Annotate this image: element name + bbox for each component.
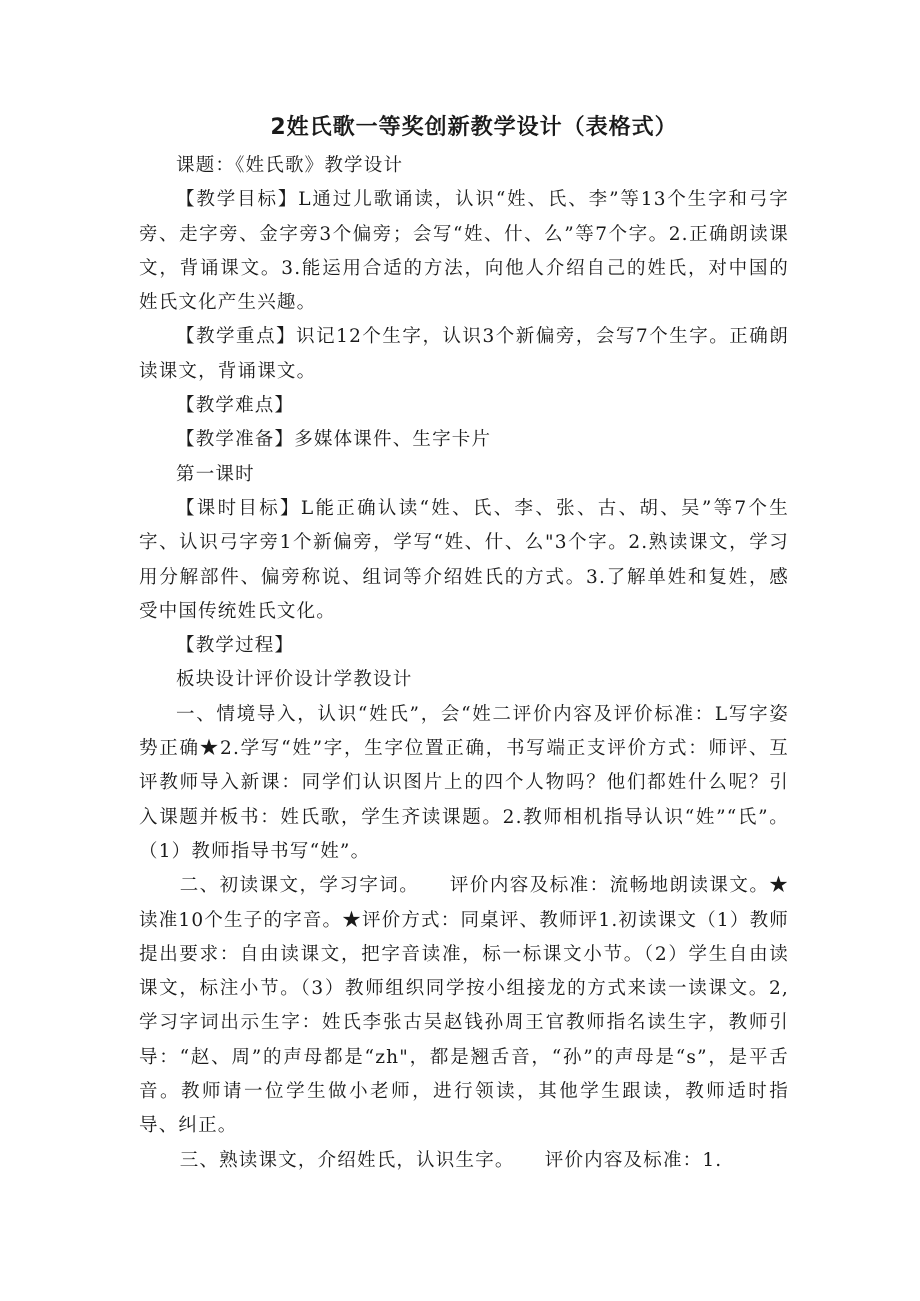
table-header-line: 板块设计评价设计学教设计 xyxy=(176,669,413,691)
first-lesson-heading: 第一课时 xyxy=(176,463,255,485)
section-one: 一、情境导入，认识“姓氏”，会“姓二评价内容及评价标准：L写字姿势正确★2.学写“姓”字，生字位置正确，书写端正支评价方式：师评、互评教师导入新课：同学们认识图片上的四个人物吗？他们都姓什么呢？引入课题并板书：姓氏歌，学生齐读课题。2.教师相机指导认识“姓”“氏”。（1）教师指导书写“姓”。 xyxy=(139,703,789,862)
section-two: 二、初读课文，学习字词。 评价内容及标准：流畅地朗读课文。★读准10个生子的字音。★评价方式：同桌评、教师评1.初读课文（1）教师提出要求：自由读课文，把字音读准，标一标课文小节。（2）学生自由读课文，标注小节。（3）教师组织同学按小组接龙的方式来读一读课文。2,学习字词出示生字：姓氏李张古吴赵钱孙周王官教师指名读生字，教师引导：“赵、周”的声母都是“zh"，都是翘舌音，“孙”的声母是“s”，是平舌音。教师请一位学生做小老师，进行领读，其他学生跟读，教师适时指导、纠正。 xyxy=(139,875,789,1137)
lesson-objectives: 【课时目标】L能正确认读“姓、氏、李、张、古、胡、吴”等7个生字、认识弓字旁1个新偏旁，学写“姓、什、么"3个字。2.熟读课文，学习用分解部件、偏旁称说、组词等介绍姓氏的方式。3.了解单姓和复姓，感受中国传统姓氏文化。 xyxy=(139,497,789,622)
teaching-preparation: 【教学准备】多媒体课件、生字卡片 xyxy=(176,429,492,451)
lesson-topic: 课题：《姓氏歌》教学设计 xyxy=(176,155,404,176)
teaching-objectives: 【教学目标】L通过儿歌诵读，认识“姓、氏、李”等13个生字和弓字旁、走字旁、金字旁3个偏旁；会写“姓、什、么”等7个字。2.正确朗读课文，背诵课文。3.能运用合适的方法，向他人介绍自己的姓氏，对中国的姓氏文化产生兴趣。 xyxy=(139,189,789,314)
teaching-process-heading: 【教学过程】 xyxy=(176,635,295,657)
teaching-difficulties: 【教学难点】 xyxy=(176,395,295,417)
teaching-key-points: 【教学重点】识记12个生字，认识3个新偏旁，会写7个生字。正确朗读课文，背诵课文。 xyxy=(139,326,789,382)
document-body xyxy=(139,113,789,1178)
document-title: 2姓氏歌一等奖创新教学设计（表格式） xyxy=(270,115,678,140)
section-three: 三、熟读课文，介绍姓氏，认识生字。 评价内容及标准：1. xyxy=(179,1149,723,1171)
